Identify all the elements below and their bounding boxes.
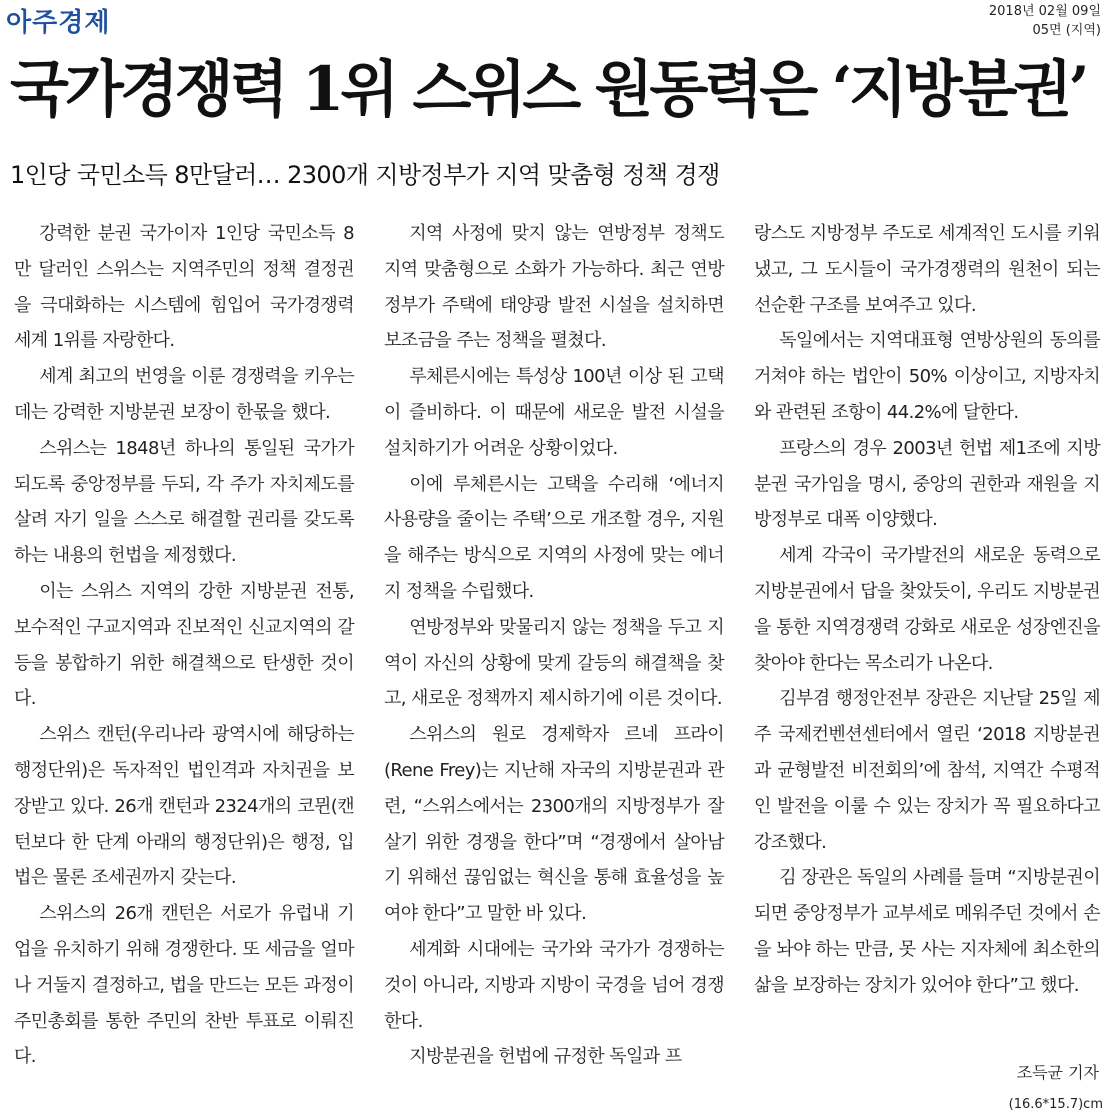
- paragraph: 스위스 캔턴(우리나라 광역시에 해당하는 행정단위)은 독자적인 법인격과 자치권을 보장받고 있다. 26개 캔턴과 2324개의 코뮌(캔턴보다 한 단계 아래의 행정단위)은 행정, 입법은 물론 조세권까지 갖는다.: [14, 724, 354, 889]
- article-column-2: [384, 216, 724, 1075]
- paragraph: 랑스도 지방정부 주도로 세계적인 도시를 키워냈고, 그 도시들이 국가경쟁력의 원천이 되는 선순환 구조를 보여주고 있다.: [754, 223, 1100, 316]
- paragraph: 연방정부와 맞물리지 않는 정책을 두고 지역이 자신의 상황에 맞게 갈등의 해결책을 찾고, 새로운 정책까지 제시하기에 이른 것이다.: [384, 616, 724, 710]
- paragraph: 독일에서는 지역대표형 연방상원의 동의를 거쳐야 하는 법안이 50% 이상이고, 지방자치와 관련된 조항이 44.2%에 달한다.: [754, 330, 1100, 423]
- article-column-1: [14, 216, 354, 1075]
- paragraph: 이는 스위스 지역의 강한 지방분권 전통, 보수적인 구교지역과 진보적인 신교지역의 갈등을 봉합하기 위한 해결책으로 탄생한 것이다.: [14, 580, 354, 710]
- paragraph: 세계 최고의 번영을 이룬 경쟁력을 키우는데는 강력한 지방분권 보장이 한몫을 했다.: [14, 366, 354, 423]
- paragraph: 프랑스의 경우 2003년 헌법 제1조에 지방분권 국가임을 명시, 중앙의 권한과 재원을 지방정부로 대폭 이양했다.: [754, 437, 1100, 531]
- page-section: 05면 (지역): [1032, 23, 1101, 38]
- paragraph: 지역 사정에 맞지 않는 연방정부 정책도 지역 맞춤형으로 소화가 가능하다. 최근 연방정부가 주택에 태양광 발전 시설을 설치하면 보조금을 주는 정책을 펼쳤다.: [384, 223, 724, 352]
- paragraph: 스위스의 원로 경제학자 르네 프라이(Rene Frey)는 지난해 자국의 지방분권과 관련, “스위스에서는 2300개의 지방정부가 잘살기 위한 경쟁을 한다”며 “경쟁에서 살아남기 위해선 끊임없는 혁신을 통해 효율성을 높여야 한다”고 말한 바 있다.: [384, 724, 724, 925]
- paragraph: 김 장관은 독일의 사례를 들며 “지방분권이 되면 중앙정부가 교부세로 메워주던 것에서 손을 놔야 하는 만큼, 못 사는 지자체에 최소한의 삶을 보장하는 장치가 있어야 한다”고 했다.: [754, 867, 1100, 996]
- paragraph: 김부겸 행정안전부 장관은 지난달 25일 제주 국제컨벤션센터에서 열린 ‘2018 지방분권과 균형발전 비전회의’에 참석, 지역간 수평적인 발전을 이룰 수 있는 장치가 꼭 필요하다고 강조했다.: [754, 688, 1100, 853]
- clipping-size: (16.6*15.7)cm: [1008, 1097, 1103, 1112]
- paragraph: 스위스는 1848년 하나의 통일된 국가가 되도록 중앙정부를 두되, 각 주가 자치제도를 살려 자기 일을 스스로 해결할 권리를 갖도록 하는 내용의 헌법을 제정했다.: [14, 437, 354, 567]
- article-headline: 국가경쟁력 1위 스위스 원동력은 ‘지방분권’: [10, 54, 1086, 125]
- issue-info: [989, 2, 1101, 40]
- newspaper-logo: 아주경제: [6, 8, 111, 38]
- paragraph: 지방분권을 헌법에 규정한 독일과 프: [409, 1046, 682, 1068]
- issue-date: 2018년 02월 09일: [988, 4, 1101, 19]
- paragraph: 이에 루체른시는 고택을 수리해 ‘에너지 사용량을 줄이는 주택’으로 개조할 경우, 지원을 해주는 방식으로 지역의 사정에 맞는 에너지 정책을 수립했다.: [384, 473, 724, 602]
- paragraph: 세계화 시대에는 국가와 국가가 경쟁하는 것이 아니라, 지방과 지방이 국경을 넘어 경쟁한다.: [384, 938, 724, 1032]
- paragraph: 루체른시에는 특성상 100년 이상 된 고택이 즐비하다. 이 때문에 새로운 발전 시설을 설치하기가 어려운 상황이었다.: [384, 366, 724, 459]
- article-subhead: 1인당 국민소득 8만달러… 2300개 지방정부가 지역 맞춤형 정책 경쟁: [10, 161, 720, 189]
- article-column-3: [754, 216, 1100, 1004]
- paragraph: 스위스의 26개 캔턴은 서로가 유럽내 기업을 유치하기 위해 경쟁한다. 또 세금을 얼마나 거둘지 결정하고, 법을 만드는 모든 과정이 주민총회를 통한 주민의 찬반 투표로 이뤄진다.: [14, 903, 354, 1068]
- byline: 조득균 기자: [1016, 1063, 1099, 1082]
- paragraph: 세계 각국이 국가발전의 새로운 동력으로 지방분권에서 답을 찾았듯이, 우리도 지방분권을 통한 지역경쟁력 강화로 새로운 성장엔진을 찾아야 한다는 목소리가 나온다.: [754, 545, 1100, 674]
- paragraph: 강력한 분권 국가이자 1인당 국민소득 8만 달러인 스위스는 지역주민의 정책 결정권을 극대화하는 시스템에 힘입어 국가경쟁력 세계 1위를 자랑한다.: [14, 223, 354, 352]
